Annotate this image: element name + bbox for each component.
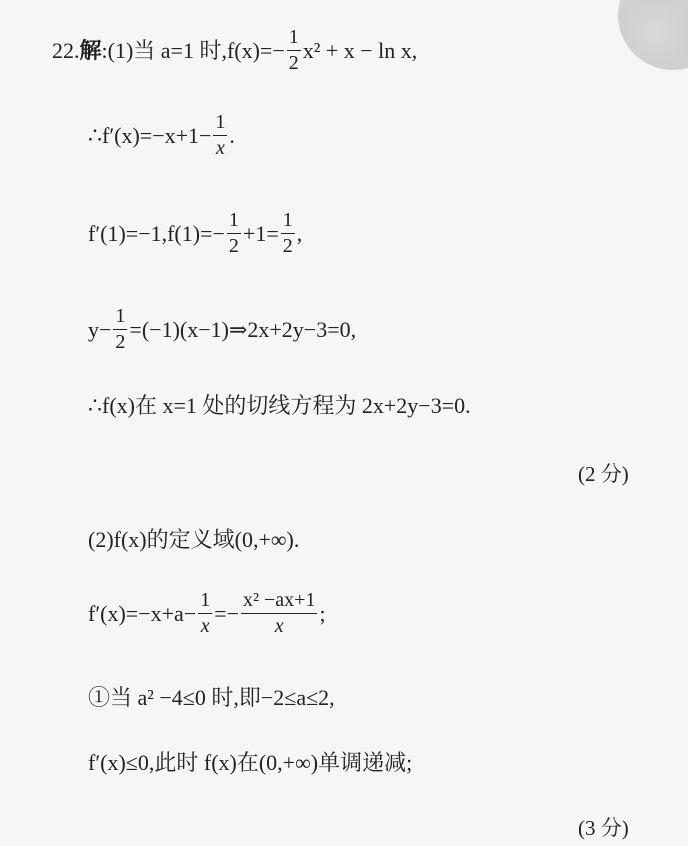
page-corner-shadow [618,0,688,70]
values-at-one: f′(1)=−1,f(1)=− [88,220,225,246]
solution-line-4 [88,306,356,353]
solution-line-9 [88,750,412,774]
case-one-conclusion: f′(x)≤0,此时 f(x)在(0,+∞)单调递减; [88,749,413,775]
case-one-condition: ①当 a² −4≤0 时,即−2≤a≤2, [88,684,335,710]
problem-number: 22. [52,37,80,63]
fraction-one-over-x-b: $\frac{1}{x}$ [200,589,211,637]
solution-line-5 [88,393,471,417]
fraction-one-half: $\frac{1}{2}$ [288,26,299,74]
solution-line-7: f′(x)=−x+a− $\frac{1}{x}$ =− $\frac{\text{x² −ax+1}}{x}$ ; [88,589,326,637]
solution-line-6 [88,527,299,551]
solution-line-2: ∴f′(x)=−x+1− $\frac{1}{x}$ . [88,111,235,159]
part1-intro: :(1)当 a=1 时,f(x)=− [101,37,285,63]
fraction-one-half-b: $\frac{1}{2}$ [282,209,293,257]
solution-line-1 [52,27,417,74]
score-mark-1: (2 分) [578,462,629,486]
fraction-one-over-x: $\frac{1}{x}$ [215,111,226,159]
derivative-expression: ∴f′(x)=−x+1− [88,122,212,148]
solution-line-8 [88,685,335,709]
solution-line-3: f′(1)=−1,f(1)=− $\frac{1}{2}$ +1= $\frac{1}{2}$ , [88,209,303,257]
line1-tail: x² + x − ln x, [302,37,418,63]
derivative-general: f′(x)=−x+a− [88,600,197,626]
tangent-equation-head: y− [88,316,112,342]
tangent-conclusion: ∴f(x)在 x=1 处的切线方程为 2x+2y−3=0. [88,392,471,418]
solution-label: 解 [79,37,102,63]
fraction-one-half-c: $\frac{1}{2}$ [115,305,126,353]
fraction-quadratic-over-x: $\frac{\text{x² −ax+1}}{x}$ [243,589,316,637]
fraction-one-half-a: $\frac{1}{2}$ [228,209,239,257]
score-mark-2: (3 分) [578,816,629,840]
domain-statement: (2)f(x)的定义域(0,+∞). [88,526,300,552]
tangent-equation-tail: =(−1)(x−1)⇒2x+2y−3=0, [129,316,357,342]
